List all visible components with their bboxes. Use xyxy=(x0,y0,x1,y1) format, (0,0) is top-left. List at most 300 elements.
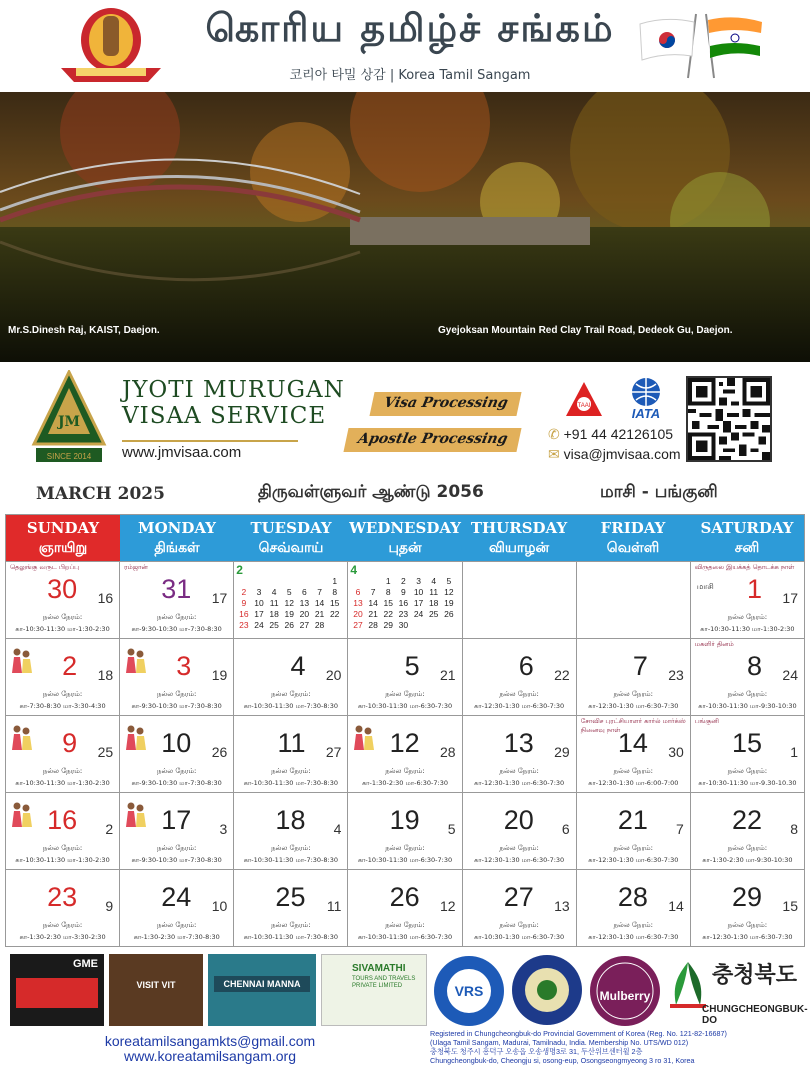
mini-day: 9 xyxy=(241,598,247,608)
tamil-day-number: 25 xyxy=(97,744,114,760)
day-cell[interactable] xyxy=(119,562,233,638)
tamil-day-number: 4 xyxy=(333,821,342,837)
svg-text:JM: JM xyxy=(57,414,81,430)
day-number: 12 xyxy=(389,728,420,758)
weekday-header xyxy=(6,515,804,561)
mini-day: 26 xyxy=(444,609,454,619)
good-time-value: கா-10:30-11:30 மா-7:30-8:30 xyxy=(243,702,338,710)
good-time-value: கா-10:30-11:30 மா-1:30-2:30 xyxy=(15,625,110,633)
mini-calendar-grid xyxy=(350,564,456,631)
day-note: சோவிச புரட்சியாளர் கார்ல் மார்க்ஸ் நினைவு நாள் xyxy=(580,717,686,734)
good-time-value: கா-10:30-11:30 மா-6:30-7:30 xyxy=(357,856,453,864)
good-time-value: கா-10:30-11:30 மா-7:30-8:30 xyxy=(243,933,338,941)
mini-day: 22 xyxy=(329,609,340,619)
reg-line4: Chungcheongbuk-do, Cheongju si, osong-eup, Osongseongmyeong 3 ro 31, Korea xyxy=(430,1056,695,1065)
sponsor-name-line2: VISAA SERVICE xyxy=(122,403,327,429)
mini-day xyxy=(411,620,426,631)
day-cell[interactable] xyxy=(119,716,233,792)
calendar-weeks xyxy=(6,561,804,946)
mini-day: 22 xyxy=(383,609,393,619)
good-time-label: நல்ல நேரம்: xyxy=(42,921,83,929)
mini-day: 6 xyxy=(302,587,307,597)
photo-credit: Mr.S.Dinesh Raj, KAIST, Daejon. xyxy=(8,325,160,336)
good-time-label: நல்ல நேரம்: xyxy=(157,844,197,852)
weekday-ta: புதன் xyxy=(388,540,422,556)
day-cell[interactable] xyxy=(233,870,347,946)
photo-location: Gyejoksan Mountain Red Clay Trail Road, Dedeok Gu, Daejon. xyxy=(438,325,733,336)
tamil-day-number: 2 xyxy=(105,821,114,837)
empty-day-cell xyxy=(462,562,576,638)
mini-day: 15 xyxy=(383,598,393,608)
good-time-value: கா-1:30-2:30 மா-9:30-10:30 xyxy=(702,856,793,864)
weekday-en: WEDNESDAY xyxy=(349,519,461,537)
day-cell[interactable] xyxy=(6,870,119,946)
good-time-label: நல்ல நேரம்: xyxy=(271,844,311,852)
weekday-ta: செவ்வாய் xyxy=(258,540,324,556)
gme-ad[interactable] xyxy=(10,954,104,1026)
week-row xyxy=(6,715,804,792)
day-number: 27 xyxy=(503,882,534,912)
good-time-value: கா-12:30-1:30 மா-6:00-7:00 xyxy=(588,779,679,787)
day-cell[interactable] xyxy=(690,716,804,792)
day-number: 23 xyxy=(47,882,78,912)
mini-day: 10 xyxy=(254,598,264,608)
mini-day: 28 xyxy=(314,620,325,630)
weekday-saturday xyxy=(690,515,804,561)
mini-day: 2 xyxy=(401,576,406,586)
day-number: 20 xyxy=(503,805,534,835)
good-time-label: நல்ல நேரம்: xyxy=(499,690,539,698)
good-time-label: நல்ல நேரம்: xyxy=(385,844,425,852)
good-time-label: நல்ல நேரம்: xyxy=(157,767,197,775)
day-cell[interactable] xyxy=(576,716,690,792)
mini-day xyxy=(297,576,312,587)
sponsor-name-line1: JYOTI MURUGAN xyxy=(122,377,345,403)
mini-day: 25 xyxy=(428,609,439,619)
svg-text:TAAI: TAAI xyxy=(577,403,591,409)
mini-day xyxy=(327,620,342,631)
good-time-value: கா-10:30-11:30 மா-9:30-10:30 xyxy=(698,702,797,710)
day-note: மகளிர் தினம் xyxy=(694,640,734,648)
tamil-day-number: 29 xyxy=(554,744,570,760)
good-time-value: கா-1:30-2:30 மா-6:30-7:30 xyxy=(361,779,448,787)
chungbuk-en: CHUNGCHEONGBUK-DO xyxy=(702,1004,808,1026)
tamil-day-number: 10 xyxy=(211,898,228,914)
thiruvalluvar-year: திருவள்ளுவர் ஆண்டு 2056 xyxy=(258,482,484,502)
weekday-ta: வியாழன் xyxy=(488,540,550,556)
day-cell[interactable] xyxy=(462,639,576,715)
good-time-value: கா-9:30-10:30 மா-7:30-8:30 xyxy=(131,702,222,710)
visit-vit-ad[interactable] xyxy=(109,954,203,1026)
mini-day: 4 xyxy=(431,576,437,586)
tamil-day-number: 13 xyxy=(554,898,570,914)
good-time-value: கா-10:30-11:30 மா-6:30-7:30 xyxy=(357,702,453,710)
week-row xyxy=(6,792,804,869)
mini-day: 21 xyxy=(368,609,378,619)
phone-row[interactable] xyxy=(548,424,681,444)
tamil-day-number: 8 xyxy=(790,821,798,837)
mail-icon: ✉ xyxy=(548,446,560,462)
mini-day xyxy=(236,576,251,587)
mini-month-num: 4 xyxy=(350,563,358,577)
mini-day xyxy=(426,620,441,631)
good-time-label: நல்ல நேரம்: xyxy=(613,767,653,775)
svg-text:SINCE 2014: SINCE 2014 xyxy=(46,452,92,461)
tamil-day-number: 9 xyxy=(105,898,114,914)
phone-number: +91 44 42126105 xyxy=(563,426,674,442)
good-time-label: நல்ல நேரம்: xyxy=(613,921,653,929)
mini-day: 8 xyxy=(332,587,338,597)
tamil-day-number: 26 xyxy=(211,744,228,760)
good-time-value: கா-12:30-1:30 மா-6:30-7:30 xyxy=(588,933,679,941)
sivamathi-ad-sub: TOURS AND TRAVELS PRIVATE LIMITED xyxy=(352,976,416,989)
tamil-day-number: 11 xyxy=(326,898,342,914)
weekday-en: SUNDAY xyxy=(26,519,100,537)
day-number: 6 xyxy=(518,651,534,681)
day-note: தெலுங்கு வருட பிறப்பு xyxy=(10,563,79,571)
tamil-day-number: 15 xyxy=(782,898,798,914)
good-time-label: நல்ல நேரம்: xyxy=(727,613,768,621)
day-cell[interactable] xyxy=(233,793,347,869)
weekday-friday xyxy=(576,515,690,561)
good-time-label: நல்ல நேரம்: xyxy=(42,613,83,621)
mini-day: 25 xyxy=(269,620,279,630)
good-time-label: நல்ல நேரம்: xyxy=(727,844,768,852)
mini-day: 8 xyxy=(385,587,391,597)
mini-month-num: 2 xyxy=(236,563,243,577)
month-english: MARCH 2025 xyxy=(36,484,165,504)
mini-day: 19 xyxy=(284,609,294,619)
tamil-day-number: 28 xyxy=(439,744,456,760)
tamil-day-number: 23 xyxy=(668,667,684,683)
day-number: 5 xyxy=(404,651,420,681)
tamil-day-number: 7 xyxy=(676,821,684,837)
tamil-day-number: 18 xyxy=(97,667,114,683)
good-time-label: நல்ல நேரம்: xyxy=(727,921,768,929)
day-number: 13 xyxy=(503,728,534,758)
good-time-value: கா-1:30-2:30 மா-7:30-8:30 xyxy=(133,933,220,941)
day-cell[interactable] xyxy=(347,716,461,792)
day-cell[interactable] xyxy=(119,870,233,946)
weekday-en: FRIDAY xyxy=(600,519,666,537)
good-time-label: நல்ல நேரம்: xyxy=(385,767,425,775)
contact-email[interactable]: koreatamilsangamkts@gmail.com xyxy=(104,1033,316,1049)
sivamathi-ad-label: SIVAMATHI xyxy=(352,963,406,974)
email-row[interactable] xyxy=(548,444,681,464)
mini-day: 16 xyxy=(398,598,409,608)
tamil-day-number: 6 xyxy=(561,821,570,837)
mini-day: 14 xyxy=(314,598,325,608)
good-time-label: நல்ல நேரம்: xyxy=(613,690,653,698)
mini-calendar-grid xyxy=(236,564,342,631)
mini-day: 7 xyxy=(370,587,376,597)
mini-day: 23 xyxy=(398,609,409,619)
weekday-sunday xyxy=(6,515,120,561)
taai-icon xyxy=(564,380,604,420)
good-time-label: நல்ல நேரம்: xyxy=(42,690,83,698)
day-cell[interactable] xyxy=(576,793,690,869)
day-cell[interactable] xyxy=(119,793,233,869)
good-time-value: கா-10:30-11:30 மா-6:30-7:30 xyxy=(357,933,453,941)
sponsor-website[interactable]: www.jmvisaa.com xyxy=(122,444,242,461)
mini-day: 27 xyxy=(299,620,310,630)
mini-day xyxy=(350,576,365,587)
sponsor-contact xyxy=(548,424,681,464)
svg-text:IATA: IATA xyxy=(631,406,661,420)
good-time-label: நல்ல நேரம்: xyxy=(385,921,425,929)
day-cell[interactable] xyxy=(347,870,461,946)
tamil-day-number: 22 xyxy=(554,667,570,683)
good-time-value: கா-9:30-10:30 மா-7:30-8:30 xyxy=(131,779,222,787)
week-row xyxy=(6,869,804,946)
day-cell[interactable] xyxy=(6,716,119,792)
good-time-value: கா-12:30-1:30 மா-6:30-7:30 xyxy=(588,856,679,864)
day-number: 26 xyxy=(389,882,420,912)
mini-day: 21 xyxy=(314,609,325,619)
mini-day: 15 xyxy=(329,598,340,608)
visa-processing-pill: Visa Processing xyxy=(369,392,522,416)
day-number: 24 xyxy=(161,882,192,912)
mini-day: 20 xyxy=(299,609,310,619)
mini-day: 24 xyxy=(413,609,424,619)
mini-day: 20 xyxy=(353,609,363,619)
day-number: 31 xyxy=(161,574,192,604)
good-time-label: நல்ல நேரம்: xyxy=(271,921,311,929)
day-cell[interactable] xyxy=(576,639,690,715)
day-note: பங்குனி xyxy=(694,717,719,725)
mini-day: 12 xyxy=(444,587,454,597)
good-time-value: கா-10:30-11:30 மா-9.30-10.30 xyxy=(698,779,797,787)
day-note: ரம்ஜான் xyxy=(124,563,148,571)
day-cell[interactable] xyxy=(690,562,804,638)
svg-text:Mulberry: Mulberry xyxy=(599,989,651,1003)
good-time-label: நல்ல நேரம்: xyxy=(157,921,197,929)
good-time-label: நல்ல நேரம்: xyxy=(157,690,197,698)
mini-day: 3 xyxy=(416,576,421,586)
day-cell[interactable] xyxy=(119,639,233,715)
mini-day: 28 xyxy=(368,620,378,630)
good-time-label: நல்ல நேரம்: xyxy=(385,690,425,698)
mini-day: 5 xyxy=(286,587,292,597)
mini-day: 23 xyxy=(239,620,249,630)
day-number: 2 xyxy=(62,651,78,681)
day-number: 15 xyxy=(731,728,763,758)
mini-day: 16 xyxy=(239,609,249,619)
sangam-logo xyxy=(56,2,166,88)
good-time-value: கா-10:30-11:30 மா-1:30-2:30 xyxy=(15,779,110,787)
weekday-en: SATURDAY xyxy=(700,519,794,537)
mini-day xyxy=(267,576,282,587)
tamil-day-number: 17 xyxy=(782,590,798,606)
weekday-en: TUESDAY xyxy=(250,519,332,537)
flags-icon xyxy=(636,8,766,80)
tamil-day-number: 20 xyxy=(325,667,342,683)
good-time-label: நல்ல நேரம்: xyxy=(157,613,197,621)
iata-icon xyxy=(616,376,676,420)
good-time-value: கா-10:30-11:30 மா-7:30-8:30 xyxy=(243,856,338,864)
good-time-label: நல்ல நேரம்: xyxy=(727,690,768,698)
good-time-value: கா-12:30-1:30 மா-6:30-7:30 xyxy=(474,856,565,864)
tamil-day-number: 14 xyxy=(668,898,684,914)
good-time-value: கா-1:30-2:30 மா-3:30-2:30 xyxy=(19,933,106,941)
day-number: 25 xyxy=(275,882,306,912)
day-number: 1 xyxy=(747,574,763,604)
tamil-day-number: 27 xyxy=(325,744,342,760)
good-time-value: கா-12:30-1:30 மா-6:30-7:30 xyxy=(474,702,565,710)
mini-day: 6 xyxy=(355,587,361,597)
mini-day: 9 xyxy=(401,587,406,597)
chungbuk-logo xyxy=(668,954,808,1028)
mini-day: 13 xyxy=(299,598,310,608)
tamil-day-number: 17 xyxy=(211,590,228,606)
tamil-day-number: 21 xyxy=(439,667,456,683)
day-number: 22 xyxy=(731,805,763,835)
day-cell[interactable] xyxy=(690,870,804,946)
page-title: கொரிய தமிழ்ச் சங்கம் xyxy=(205,6,615,50)
tamil-months: மாசி - பங்குனி xyxy=(600,482,718,502)
day-cell[interactable] xyxy=(462,716,576,792)
mini-day: 17 xyxy=(254,609,264,619)
qr-code-icon[interactable] xyxy=(686,376,772,462)
good-time-value: கா-12:30-1:30 மா-6:30-7:30 xyxy=(474,779,565,787)
mini-day: 7 xyxy=(317,587,322,597)
day-number: 17 xyxy=(161,805,192,835)
phone-icon: ✆ xyxy=(548,426,560,442)
day-number: 8 xyxy=(747,651,763,681)
landscape-photo xyxy=(0,92,810,362)
mini-day xyxy=(441,620,456,631)
weekday-en: MONDAY xyxy=(138,519,216,537)
day-number: 11 xyxy=(277,728,306,758)
mini-day: 30 xyxy=(398,620,409,630)
empty-day-cell xyxy=(576,562,690,638)
good-time-value: கா-10:30-1:30 மா-6:30-7:30 xyxy=(474,933,565,941)
day-cell[interactable] xyxy=(6,562,119,638)
mini-day: 24 xyxy=(254,620,264,630)
tamil-federation-logo xyxy=(510,952,584,1028)
good-time-value: கா-9:30-10:30 மா-7:30-8:30 xyxy=(131,625,222,633)
mini-day: 12 xyxy=(284,598,294,608)
day-number: 18 xyxy=(275,805,306,835)
mini-day: 10 xyxy=(413,587,424,597)
day-number: 30 xyxy=(47,574,78,604)
mini-day: 4 xyxy=(271,587,277,597)
tamil-day-number: 19 xyxy=(211,667,228,683)
day-cell[interactable] xyxy=(462,870,576,946)
mini-day: 19 xyxy=(444,598,454,608)
registration-info xyxy=(430,1029,810,1065)
day-cell[interactable] xyxy=(347,639,461,715)
good-time-value: கா-7:30-8:30 மா-3:30-4:30 xyxy=(19,702,106,710)
good-time-label: நல்ல நேரம்: xyxy=(499,921,539,929)
day-cell[interactable] xyxy=(6,793,119,869)
tamil-month-start: மாசி xyxy=(696,582,714,591)
svg-text:VRS: VRS xyxy=(454,983,484,999)
divider xyxy=(122,440,298,442)
mini-day xyxy=(251,576,266,587)
mini-day: 14 xyxy=(368,598,378,608)
apostle-processing-pill: Apostle Processing xyxy=(343,428,521,452)
mini-calendar xyxy=(233,562,347,638)
mini-day: 5 xyxy=(446,576,452,586)
mini-day: 11 xyxy=(269,598,279,608)
weekday-monday xyxy=(120,515,234,561)
day-number: 28 xyxy=(617,882,648,912)
chennai-manna-ad[interactable] xyxy=(208,954,316,1026)
day-cell[interactable] xyxy=(690,793,804,869)
good-time-label: நல்ல நேரம்: xyxy=(613,844,653,852)
good-time-label: நல்ல நேரம்: xyxy=(42,844,83,852)
good-time-label: நல்ல நேரம்: xyxy=(499,767,539,775)
good-time-label: நல்ல நேரம்: xyxy=(42,767,83,775)
day-cell[interactable] xyxy=(576,870,690,946)
day-number: 14 xyxy=(617,728,648,758)
mulberry-logo xyxy=(588,954,662,1028)
weekday-wednesday xyxy=(348,515,462,561)
day-number: 29 xyxy=(731,882,763,912)
tamil-day-number: 16 xyxy=(97,590,114,606)
weekday-en: THURSDAY xyxy=(470,519,568,537)
reg-line2: (Ulaga Tamil Sangam, Madurai, Tamilnadu, India. Membership No. UTS/WD 012) xyxy=(430,1038,689,1047)
day-number: 21 xyxy=(617,805,648,835)
day-number: 19 xyxy=(389,805,420,835)
day-number: 10 xyxy=(161,728,192,758)
contact-website[interactable]: www.koreatamilsangam.org xyxy=(124,1048,296,1064)
tamil-day-number: 30 xyxy=(668,744,684,760)
day-cell[interactable] xyxy=(6,639,119,715)
day-cell[interactable] xyxy=(233,639,347,715)
day-number: 7 xyxy=(632,651,648,681)
good-time-label: நல்ல நேரம்: xyxy=(727,767,768,775)
mini-day: 17 xyxy=(413,598,424,608)
mini-day: 18 xyxy=(269,609,279,619)
day-cell[interactable] xyxy=(347,793,461,869)
reg-line3: 충청북도 청주시 흥덕구 오송읍 오송생명3로 31, 두산위브센터윌 2층 xyxy=(430,1047,643,1056)
day-cell[interactable] xyxy=(233,716,347,792)
good-time-value: கா-10:30-11:30 மா-1:30-2:30 xyxy=(700,625,795,633)
good-time-label: நல்ல நேரம்: xyxy=(499,844,539,852)
tamil-day-number: 5 xyxy=(447,821,456,837)
tamil-day-number: 1 xyxy=(790,744,798,760)
day-cell[interactable] xyxy=(690,639,804,715)
good-time-value: கா-12:30-1:30 மா-6:30-7:30 xyxy=(588,702,679,710)
good-time-label: நல்ல நேரம்: xyxy=(271,690,311,698)
reg-line1: Registered in Chungcheongbuk-do Provincial Government of Korea (Reg. No. 121-82-16687) xyxy=(430,1029,727,1038)
tamil-day-number: 24 xyxy=(782,667,798,683)
good-time-value: கா-10:30-11:30 மா-7:30-8:30 xyxy=(243,779,338,787)
sivamathi-ad[interactable] xyxy=(321,954,427,1026)
day-note: விருதலை இயக்கத் தொடக்க நாள் xyxy=(694,563,795,571)
day-cell[interactable] xyxy=(462,793,576,869)
mini-day: 18 xyxy=(428,598,439,608)
mini-day xyxy=(312,576,327,587)
mini-day: 2 xyxy=(241,587,247,597)
day-number: 3 xyxy=(176,651,192,681)
weekday-ta: திங்கள் xyxy=(154,540,200,556)
sponsor-name xyxy=(122,377,345,429)
contact-block xyxy=(0,1034,420,1064)
week-row xyxy=(6,638,804,715)
mini-calendar xyxy=(347,562,461,638)
day-number: 16 xyxy=(47,805,78,835)
mini-day xyxy=(282,576,297,587)
week-row xyxy=(6,561,804,638)
mini-day: 13 xyxy=(353,598,363,608)
mini-day: 29 xyxy=(383,620,393,630)
chennai-manna-ad-label: CHENNAI MANNA xyxy=(214,976,310,992)
weekday-thursday xyxy=(462,515,576,561)
mini-day: 11 xyxy=(429,587,439,597)
